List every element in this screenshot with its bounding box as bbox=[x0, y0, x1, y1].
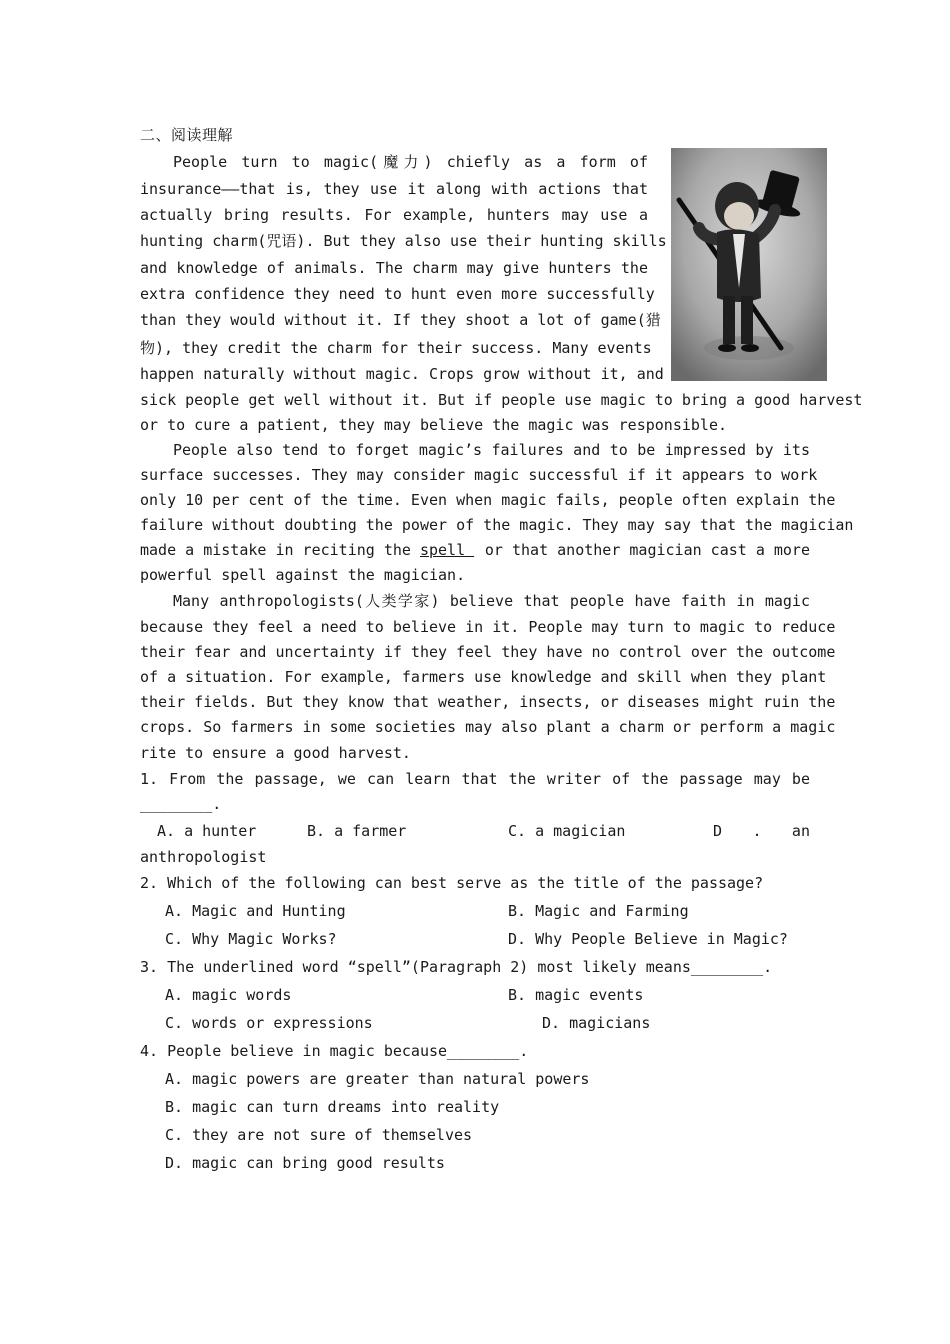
q1-option-d-cont: anthropologist bbox=[140, 848, 267, 866]
underlined-word: spell bbox=[419, 541, 475, 559]
passage-line: surface successes. They may consider magic successful if it appears to work bbox=[140, 466, 818, 484]
passage-line: rite to ensure a good harvest. bbox=[140, 744, 411, 762]
q2-option-d: D. Why People Believe in Magic? bbox=[508, 930, 788, 948]
passage-line: only 10 per cent of the time. Even when magic fails, people often explain the bbox=[140, 491, 836, 509]
passage-line: insurance——that is, they use it along with actions that bbox=[140, 180, 648, 198]
q1-option-b: B. a farmer bbox=[307, 822, 407, 840]
question-4-stem: 4. People believe in magic because________. bbox=[140, 1042, 529, 1060]
passage-text: or that another magician cast a more bbox=[484, 541, 810, 559]
passage-line: failure without doubting the power of the magic. They may say that the magician bbox=[140, 516, 854, 534]
passage-line: and knowledge of animals. The charm may give hunters the bbox=[140, 259, 648, 277]
q4-option-d: D. magic can bring good results bbox=[165, 1154, 445, 1172]
q1-option-d: D . an bbox=[713, 822, 810, 840]
q4-option-c: C. they are not sure of themselves bbox=[165, 1126, 473, 1144]
question-1-stem: 1. From the passage, we can learn that the writer of the passage may be bbox=[140, 770, 810, 788]
passage-line: their fear and uncertainty if they feel they have no control over the outcome bbox=[140, 643, 836, 661]
passage-line: of a situation. For example, farmers use knowledge and skill when they plant bbox=[140, 668, 827, 686]
passage-line: hunting charm(咒语). But they also use their hunting skills bbox=[140, 232, 667, 250]
question-2-stem: 2. Which of the following can best serve as the title of the passage? bbox=[140, 874, 764, 892]
magician-photo-icon bbox=[671, 148, 827, 381]
passage-line: People also tend to forget magic’s failures and to be impressed by its bbox=[173, 441, 810, 459]
passage-line: actually bring results. For example, hunters may use a bbox=[140, 206, 648, 224]
passage-text: made a mistake in reciting the bbox=[140, 541, 420, 559]
q4-option-b: B. magic can turn dreams into reality bbox=[165, 1098, 500, 1116]
magician-photo-svg bbox=[671, 148, 827, 381]
passage-line: their fields. But they know that weather, insects, or diseases might ruin the bbox=[140, 693, 836, 711]
q4-option-a: A. magic powers are greater than natural powers bbox=[165, 1070, 590, 1088]
passage-line: People turn to magic(魔力) chiefly as a form of bbox=[173, 153, 648, 171]
q1-option-a: A. a hunter bbox=[157, 822, 257, 840]
q2-option-c: C. Why Magic Works? bbox=[165, 930, 337, 948]
passage-line: Many anthropologists(人类学家) believe that people have faith in magic bbox=[173, 592, 810, 610]
passage-line: because they feel a need to believe in it. People may turn to magic to reduce bbox=[140, 618, 836, 636]
passage-line: happen naturally without magic. Crops grow without it, and bbox=[140, 365, 664, 383]
q3-option-d: D. magicians bbox=[542, 1014, 651, 1032]
q2-option-a: A. Magic and Hunting bbox=[165, 902, 346, 920]
passage-line: powerful spell against the magician. bbox=[140, 566, 466, 584]
passage-line: 物), they credit the charm for their success. Many events bbox=[140, 339, 652, 357]
question-1-blank: ________. bbox=[140, 795, 222, 813]
passage-line: extra confidence they need to hunt even more successfully bbox=[140, 285, 655, 303]
passage-line-with-underline bbox=[140, 540, 810, 560]
passage-line: than they would without it. If they shoot a lot of game(猎 bbox=[140, 311, 661, 329]
passage-line: crops. So farmers in some societies may also plant a charm or perform a magic bbox=[140, 718, 836, 736]
q1-option-c: C. a magician bbox=[508, 822, 626, 840]
q3-option-b: B. magic events bbox=[508, 986, 644, 1004]
passage-line: or to cure a patient, they may believe the magic was responsible. bbox=[140, 416, 727, 434]
section-heading: 二、阅读理解 bbox=[140, 126, 234, 144]
q3-option-a: A. magic words bbox=[165, 986, 292, 1004]
q2-option-b: B. Magic and Farming bbox=[508, 902, 689, 920]
question-3-stem: 3. The underlined word “spell”(Paragraph 2) most likely means________. bbox=[140, 958, 773, 976]
q3-option-c: C. words or expressions bbox=[165, 1014, 373, 1032]
passage-line: sick people get well without it. But if people use magic to bring a good harvest bbox=[140, 391, 863, 409]
